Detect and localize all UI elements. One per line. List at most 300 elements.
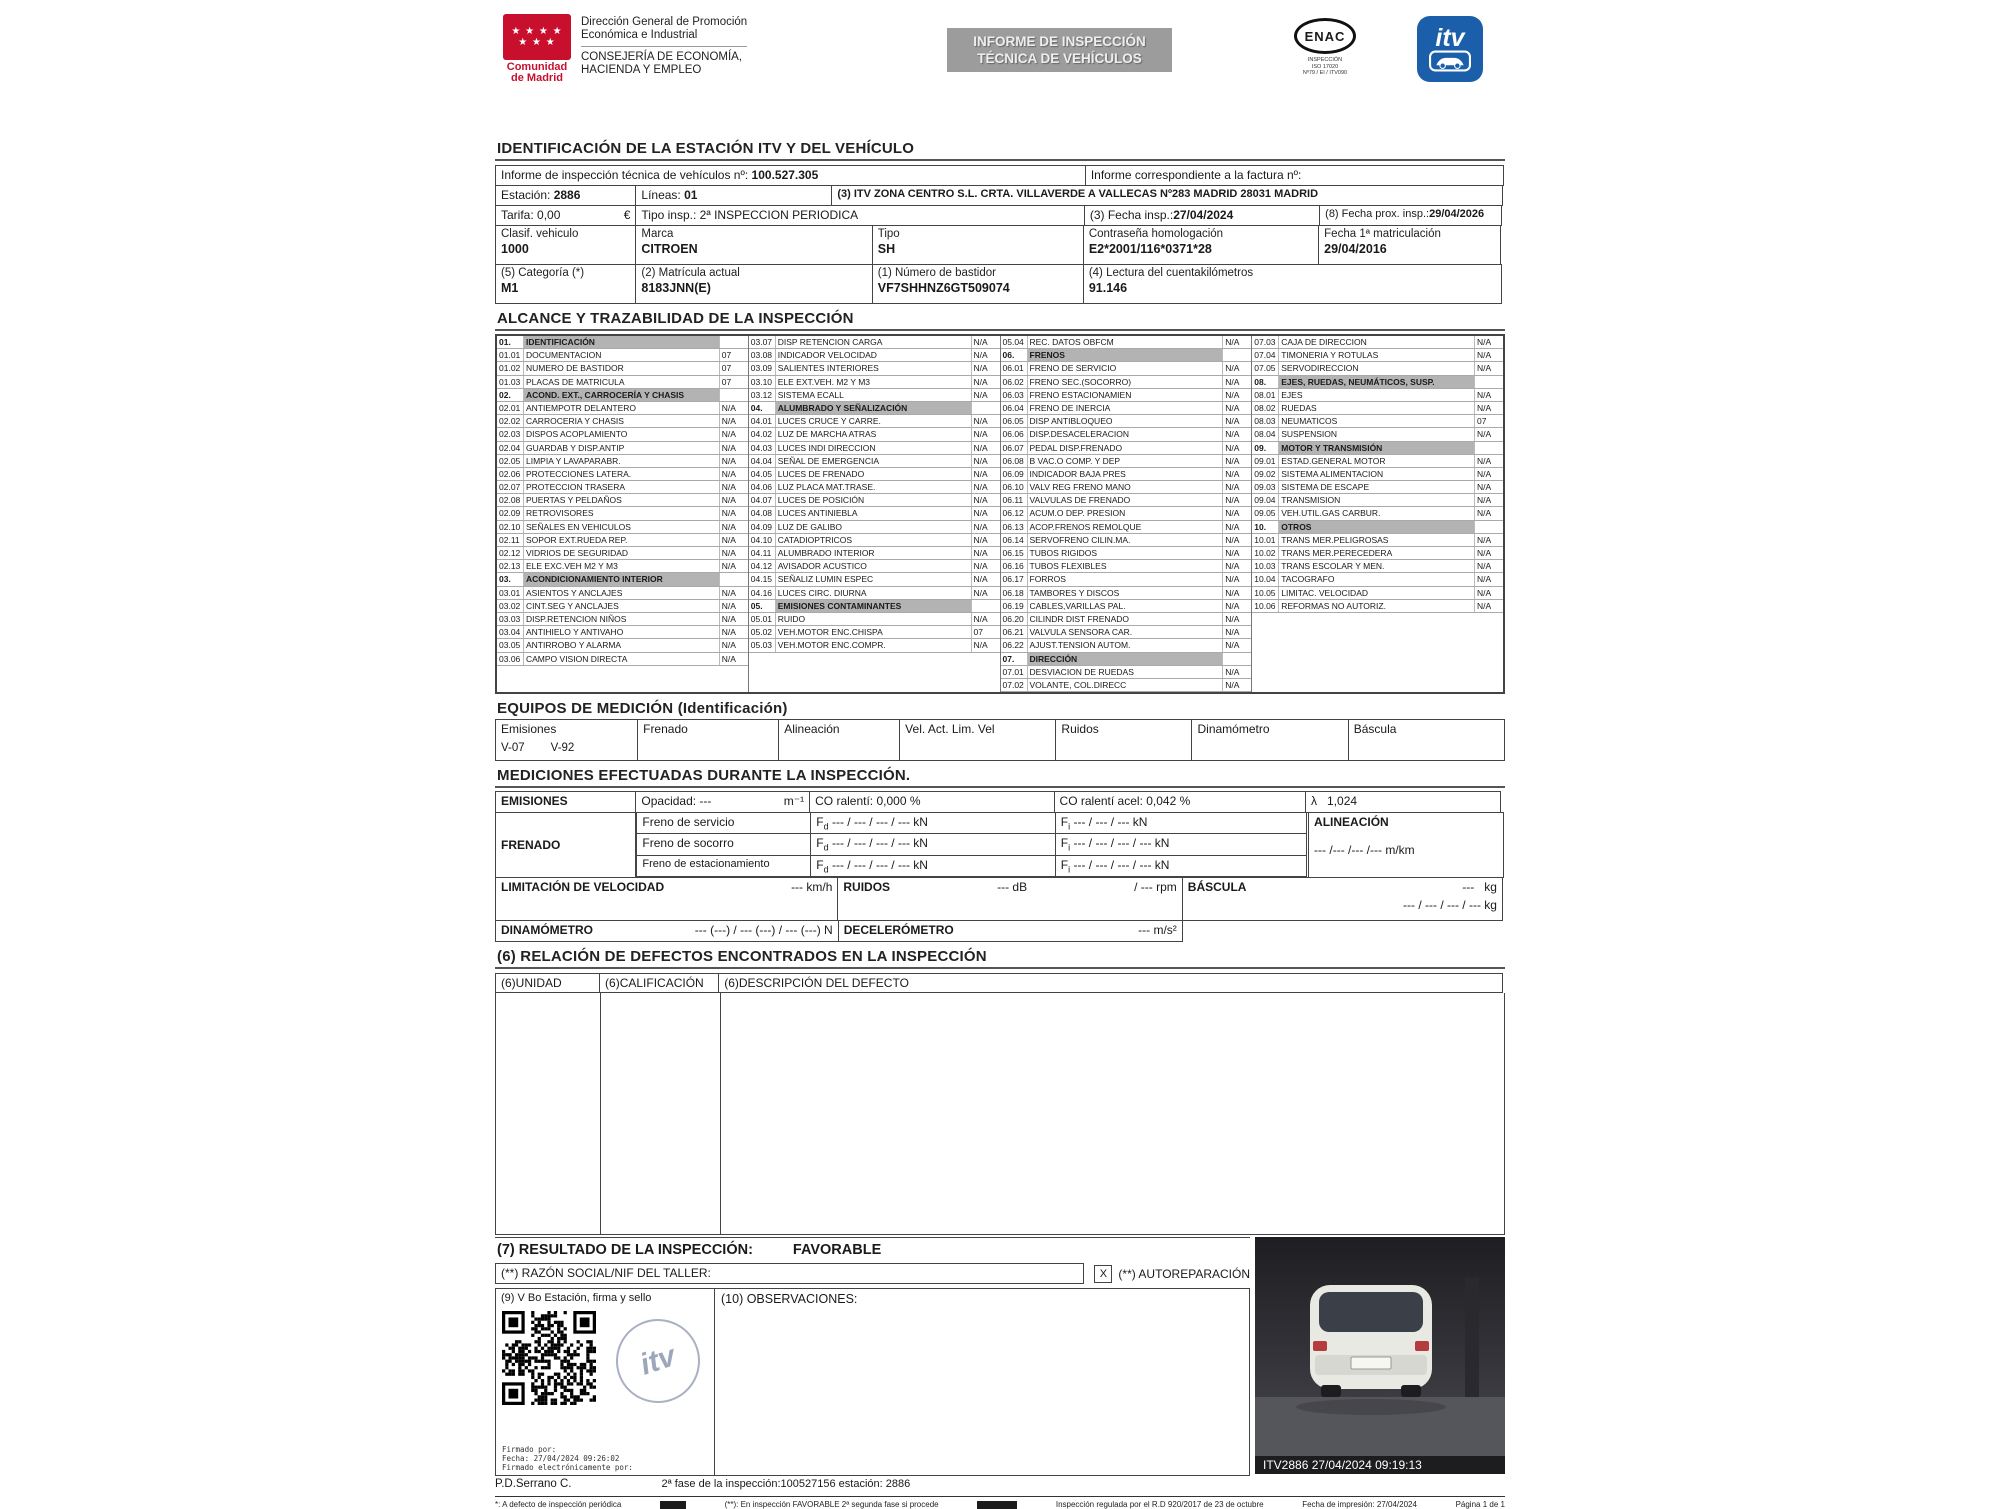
field-co-ralenti: CO ralentí: 0,000 % [809,791,1054,813]
fd-value: --- / --- / --- / --- kN [831,836,928,851]
item-code: 04.16 [749,587,776,599]
item-desc: CINT.SEG Y ANCLAJES [524,600,720,612]
inspection-item [497,481,748,494]
item-desc: OTROS [1279,521,1475,533]
item-value: N/A [973,548,988,558]
fecha-prox-label: (8) Fecha prox. insp.: [1325,208,1430,220]
item-code: 02.07 [497,481,524,493]
item-value: N/A [721,534,736,545]
report-title-line1: INFORME DE INSPECCIÓN [973,34,1146,49]
fd-value: --- / --- / --- / --- kN [831,857,928,872]
item-code: 08.04 [1252,428,1279,440]
item-value: N/A [1225,521,1240,532]
item-value: N/A [721,561,736,572]
item-value: N/A [973,521,988,532]
item-desc: ALUMBRADO INTERIOR [776,547,972,559]
contrasena-value: E2*2001/116*0371*28 [1088,242,1212,256]
inspection-item [749,573,1000,586]
item-code: 04.10 [749,534,776,546]
item-desc: DISPOS ACOPLAMIENTO [524,428,720,440]
item-value: N/A [1225,455,1240,466]
item-code: 04.15 [749,573,776,585]
cuentakm-label: (4) Lectura del cuentakilómetros [1088,267,1254,279]
inspection-item [497,349,748,362]
inspection-item [1001,613,1252,626]
inspection-item [1001,481,1252,494]
item-code: 03.01 [497,587,524,599]
bastidor-value: VF7SHHNZ6GT509074 [877,281,1010,295]
dinamometro-label: DINAMÓMETRO [501,923,593,938]
item-desc: LUCES DE POSICIÓN [776,494,972,506]
item-code: 09.03 [1252,481,1279,493]
item-code: 03.10 [749,376,776,388]
item-value: N/A [721,416,736,427]
item-code: 07.01 [1001,666,1028,678]
document-page [495,0,1505,1509]
field-marca [635,225,872,265]
taller-row [495,1263,1250,1284]
item-desc: SERVODIRECCION [1279,362,1475,374]
field-clasif [495,225,636,265]
item-code: 04.04 [749,455,776,467]
item-value: N/A [973,587,988,598]
item-desc: AJUST.TENSION AUTOM. [1028,639,1224,651]
inspection-item [497,507,748,520]
field-contrasena [1083,225,1319,265]
inspection-grid [495,334,1505,694]
item-desc: REC. DATOS OBFCM [1028,336,1224,348]
equipo-frenado: Frenado [637,720,778,760]
item-value [972,600,1000,612]
ruidos-db: --- dB [997,880,1028,895]
inspection-item [1001,389,1252,402]
item-value: N/A [721,495,736,506]
vbo-label: (9) V Bo Estación, firma y sello [501,1292,652,1305]
lambda-value: 1,024 [1327,794,1358,809]
tarifa-value: 0,00 [537,208,561,222]
item-desc: FORROS [1028,573,1224,585]
item-value: N/A [1225,337,1240,347]
field-informe-numero [495,165,1086,186]
inspection-item [1001,428,1252,441]
item-code: 02.06 [497,468,524,480]
fecha-prox-value: 29/04/2026 [1429,208,1485,220]
item-code: 06.22 [1001,639,1028,651]
item-value: N/A [1477,402,1492,413]
item-desc: TRANS MER.PELIGROSAS [1279,534,1475,546]
stamp-text: itv [636,1339,680,1382]
tipo-value: SH [877,242,896,256]
item-value: N/A [721,521,736,532]
item-code: 06.21 [1001,626,1028,638]
item-value: N/A [1225,389,1240,400]
inspection-item [1252,481,1503,494]
item-code: 03.04 [497,626,524,638]
equipo-bascula: Báscula [1348,720,1504,760]
madrid-flag-icon [503,14,571,60]
inspection-item [749,639,1000,652]
firmado-line-1: Firmado por: [502,1445,557,1455]
item-desc: PLACAS DE MATRICULA [524,376,720,388]
vbo-box [495,1288,715,1476]
item-code: 10.01 [1252,534,1279,546]
dinamometro-value: --- (---) / --- (---) / --- (---) N [694,923,833,938]
item-code: 03.12 [749,389,776,401]
inspection-item [1001,666,1252,679]
inspection-item [1001,468,1252,481]
item-desc: B VAC.O COMP. Y DEP [1028,455,1224,467]
item-value: N/A [1225,574,1240,585]
item-code: 01.02 [497,362,524,374]
resultado-value: FAVORABLE [792,1242,882,1259]
item-code: 09.05 [1252,507,1279,519]
item-desc: LUCES DE FRENADO [776,468,972,480]
item-desc: EJES [1279,389,1475,401]
item-desc: SEÑALES EN VEHICULOS [524,521,720,533]
item-value: N/A [1477,534,1492,545]
item-value [972,402,1000,414]
enac-sub-1: INSPECCIÓN [1307,57,1343,63]
item-code: 10.03 [1252,560,1279,572]
f-symbol: F [816,836,824,851]
item-value: N/A [721,429,736,440]
item-desc: LIMITAC. VELOCIDAD [1279,587,1475,599]
item-value: N/A [721,640,736,651]
item-code: 08. [1252,376,1279,388]
contrasena-label: Contraseña homologación [1088,228,1224,240]
item-code: 09.01 [1252,455,1279,467]
field-itv-station: (3) ITV ZONA CENTRO S.L. CRTA. VILLAVERDE A VALLECAS Nº283 MADRID 28031 MADRID [831,185,1503,206]
item-code: 05.03 [749,639,776,651]
item-value: N/A [1225,508,1240,519]
item-desc: CATADIOPTRICOS [776,534,972,546]
clasif-label: Clasif. vehiculo [501,228,579,240]
inspection-column-1 [497,336,748,692]
item-code: 10.04 [1252,573,1279,585]
marca-label: Marca [641,228,674,240]
f-sub-i: i [1068,821,1071,832]
alineacion-value: --- /--- /--- /--- m/km [1314,843,1415,858]
f-symbol: F [816,857,824,872]
item-code: 05.02 [749,626,776,638]
item-value: N/A [973,350,988,361]
bascula-value: --- [1462,880,1475,895]
item-value: N/A [1225,482,1240,493]
item-code: 06.04 [1001,402,1028,414]
cuentakm-value: 91.146 [1088,281,1128,295]
fecha-insp-label: (3) Fecha insp.: [1089,208,1174,222]
item-value [1475,442,1503,454]
item-desc: PUERTAS Y PELDAÑOS [524,494,720,506]
inspection-item [1001,600,1252,613]
categoria-label: (5) Categoría (*) [501,267,585,279]
item-desc: DISP.RETENCION NIÑOS [524,613,720,625]
item-value: N/A [721,587,736,598]
item-value: N/A [1477,495,1492,506]
item-desc: LUCES CRUCE Y CARRE. [776,415,972,427]
item-value: N/A [721,442,736,453]
item-code: 05.04 [1001,336,1028,348]
item-desc: VIDRIOS DE SEGURIDAD [524,547,720,559]
item-value: N/A [973,416,988,427]
autoreparacion-checkbox: X [1094,1265,1112,1283]
inspection-item [1252,600,1503,613]
firmado-line-2: Fecha: 27/04/2024 09:26:02 [502,1454,620,1464]
item-code: 06. [1001,349,1028,361]
item-code: 06.09 [1001,468,1028,480]
item-desc: LUZ DE GALIBO [776,521,972,533]
opacidad-unit: m⁻¹ [783,794,805,809]
item-desc: SOPOR EXT.RUEDA REP. [524,534,720,546]
fecha1-value: 29/04/2016 [1324,242,1387,256]
inspection-item [1252,349,1503,362]
item-value: N/A [1225,376,1240,387]
equipos-box [495,719,1505,761]
report-title-banner [947,28,1172,72]
freno-estacionamiento-fi [1055,855,1307,877]
item-value: N/A [973,468,988,479]
item-desc: RUIDO [776,613,972,625]
item-value [1475,521,1503,533]
item-desc: CILINDR DIST FRENADO [1028,613,1224,625]
inspection-item [1001,573,1252,586]
inspection-item [1252,468,1503,481]
item-desc: EMISIONES CONTAMINANTES [776,600,972,612]
item-code: 07.05 [1252,362,1279,374]
limitacion-value: --- km/h [791,880,833,895]
item-desc: INDICADOR VELOCIDAD [776,349,972,361]
inspection-item [497,442,748,455]
item-value: N/A [973,508,988,519]
inspection-item [497,468,748,481]
item-value: N/A [721,627,736,638]
item-desc: LUZ PLACA MAT.TRASE. [776,481,972,493]
inspection-item [1001,521,1252,534]
observaciones-box [714,1288,1250,1476]
item-value: N/A [721,455,736,466]
inspection-item [749,481,1000,494]
fi-value: --- / --- / --- kN [1073,815,1148,830]
bascula-label: BÁSCULA [1187,880,1247,895]
fecha1-label: Fecha 1ª matriculación [1324,228,1441,240]
inspection-item [749,389,1000,402]
field-tipo [872,225,1084,265]
freno-servicio-fi [1055,812,1307,834]
item-value: N/A [973,429,988,440]
item-desc: LUCES CIRC. DIURNA [776,587,972,599]
field-bastidor [872,264,1084,304]
madrid-logo-text [503,62,571,84]
item-desc: GUARDAB Y DISP.ANTIP [524,442,720,454]
item-code: 06.16 [1001,560,1028,572]
item-code: 02. [497,389,524,401]
item-code: 04.11 [749,547,776,559]
item-desc: SEÑALIZ LUMIN ESPEC [776,573,972,585]
resultado-bottom-row [495,1478,1250,1490]
item-desc: SEÑAL DE EMERGENCIA [776,455,972,467]
item-desc: VALVULA SENSORA CAR. [1028,626,1224,638]
item-code: 03.05 [497,639,524,651]
item-value: N/A [1225,402,1240,413]
item-desc: ANTIRROBO Y ALARMA [524,639,720,651]
inspection-item [497,428,748,441]
mediciones-frenado-label: FRENADO [495,812,636,878]
item-code: 09. [1252,442,1279,454]
item-desc: VOLANTE, COL.DIRECC [1028,679,1224,691]
inspection-item [497,521,748,534]
item-code: 06.11 [1001,494,1028,506]
item-desc: FRENO SEC.(SOCORRO) [1028,376,1224,388]
fi-value: --- / --- / --- / --- kN [1073,857,1170,872]
item-desc: DIRECCIÓN [1028,653,1224,665]
item-code: 03.06 [497,653,524,665]
defectos-col-calificacion: (6)CALIFICACIÓN [599,973,719,993]
madrid-logo-text-2: de Madrid [511,72,563,84]
item-value: N/A [1477,350,1492,361]
inspection-item [1252,402,1503,415]
inspection-item [497,573,748,586]
item-code: 06.15 [1001,547,1028,559]
equipo-ruidos: Ruidos [1055,720,1191,760]
bascula-unit: kg [1484,880,1497,895]
inspection-item [1252,547,1503,560]
item-code: 02.05 [497,455,524,467]
inspection-item [1252,534,1503,547]
inspection-item [497,626,748,639]
inspection-item [1252,376,1503,389]
item-desc: SISTEMA DE ESCAPE [1279,481,1475,493]
item-code: 07. [1001,653,1028,665]
item-value: N/A [1225,640,1240,651]
item-code: 04.03 [749,442,776,454]
item-code: 06.03 [1001,389,1028,401]
footer-note-5: Página 1 de 1 [1455,1500,1505,1509]
inspection-item [749,626,1000,639]
item-value [1475,376,1503,388]
field-fecha-insp [1084,205,1320,226]
resultado-title: (7) RESULTADO DE LA INSPECCIÓN: [497,1242,753,1259]
equipo-emisiones-label: Emisiones [501,722,557,737]
item-code: 06.07 [1001,442,1028,454]
item-desc: RUEDAS [1279,402,1475,414]
bastidor-label: (1) Número de bastidor [877,267,996,279]
inspection-item [497,560,748,573]
item-desc: ACUM.O DEP. PRESION [1028,507,1224,519]
freno-socorro-fd [810,833,1056,855]
inspection-item [749,336,1000,349]
item-code: 06.14 [1001,534,1028,546]
item-desc: SERVOFRENO CILIN.MA. [1028,534,1224,546]
equipo-emisiones-v1: V-07 [501,742,525,755]
item-value: N/A [1477,429,1492,440]
enac-oval-icon [1294,18,1356,54]
org-line-2: Económica e Industrial [581,29,698,41]
inspection-item [749,521,1000,534]
item-value: N/A [1225,600,1240,611]
madrid-logo-text-1: Comunidad [506,61,568,73]
item-value: N/A [973,442,988,453]
fd-value: --- / --- / --- / --- kN [831,815,928,830]
inspection-item [497,376,748,389]
defectos-body-unidad [496,993,601,1234]
f-sub-i: i [1068,864,1071,875]
redaction-bar [977,1501,1017,1509]
item-desc: LUZ DE MARCHA ATRAS [776,428,972,440]
equipo-emisiones [496,720,637,760]
firmado-line-4: P.D.Serrano C. [495,1478,572,1491]
item-value [1223,653,1251,665]
item-code: 06.12 [1001,507,1028,519]
inspection-item [749,468,1000,481]
item-code: 06.19 [1001,600,1028,612]
item-desc: VEH.MOTOR ENC.COMPR. [776,639,972,651]
item-code: 06.02 [1001,376,1028,388]
item-value: N/A [1477,600,1492,611]
item-code: 02.09 [497,507,524,519]
item-value: N/A [721,508,736,519]
comunidad-madrid-logo [503,14,747,84]
freno-servicio-fd [810,812,1056,834]
item-desc: VALVULAS DE FRENADO [1028,494,1224,506]
item-desc: MOTOR Y TRANSMISIÓN [1279,442,1475,454]
inspection-item [1001,639,1252,652]
autoreparacion-label: (**) AUTOREPARACIÓN [1118,1266,1250,1281]
item-code: 07.04 [1252,349,1279,361]
item-desc: TRANS ESCOLAR Y MEN. [1279,560,1475,572]
observaciones-label: (10) OBSERVACIONES: [721,1292,858,1307]
inspection-item [497,639,748,652]
item-desc: NUMERO DE BASTIDOR [524,362,720,374]
item-value: 07 [1477,416,1487,427]
taller-box: (**) RAZÓN SOCIAL/NIF DEL TALLER: [495,1263,1084,1284]
footer-notes [495,1496,1505,1509]
lambda-symbol: λ [1311,794,1318,809]
inspection-item [497,653,748,666]
item-desc: RETROVISORES [524,507,720,519]
inspection-item [749,600,1000,613]
item-value: N/A [1225,429,1240,440]
inspection-item [497,415,748,428]
inspection-item [1252,560,1503,573]
item-desc: DISP.DESACELERACION [1028,428,1224,440]
item-code: 07.02 [1001,679,1028,691]
item-value: N/A [1225,613,1240,624]
defectos-body-descripcion [721,993,1504,1234]
field-tipo-insp: Tipo insp.: 2ª INSPECCION PERIODICA [635,205,1084,226]
field-limitacion [495,877,838,921]
item-value: N/A [1477,574,1492,585]
item-value: N/A [721,468,736,479]
item-value: N/A [1477,455,1492,466]
inspection-item [1001,587,1252,600]
item-value: N/A [973,389,988,400]
item-value: N/A [1477,482,1492,493]
item-code: 04.07 [749,494,776,506]
freno-estacionamiento-fd [810,855,1056,877]
fase-text: 2ª fase de la inspección:100527156 estación: 2886 [661,1478,911,1491]
f-sub-d: d [823,821,829,832]
item-desc: REFORMAS NO AUTORIZ. [1279,600,1475,612]
inspection-item [497,389,748,402]
lineas-value: 01 [684,188,698,202]
inspection-item [1252,362,1503,375]
item-code: 06.18 [1001,587,1028,599]
bascula-row2: --- / --- / --- / --- kg [1403,898,1497,913]
item-code: 01.03 [497,376,524,388]
categoria-value: M1 [501,281,519,295]
limitacion-label: LIMITACIÓN DE VELOCIDAD [501,880,665,895]
item-desc: VALV REG FRENO MANO [1028,481,1224,493]
